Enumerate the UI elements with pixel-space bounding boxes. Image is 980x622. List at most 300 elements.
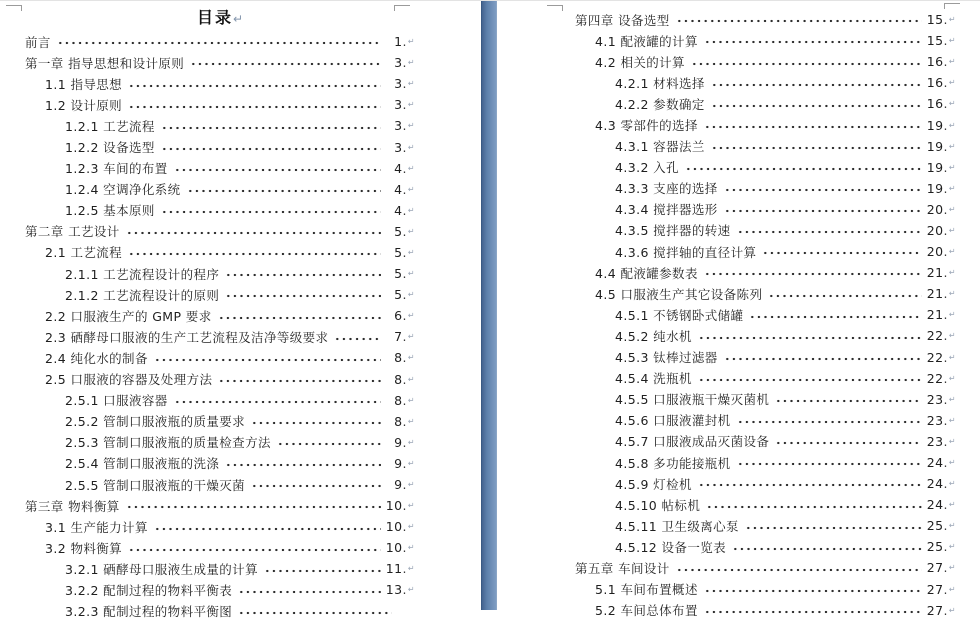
toc-entry-title: 2.5.4 管制口服液瓶的洗涤 bbox=[65, 456, 220, 472]
toc-entry-title: 4.3 零部件的选择 bbox=[595, 118, 698, 134]
paragraph-return-mark: ↵ bbox=[232, 12, 244, 26]
page-number-dot: . bbox=[402, 202, 407, 218]
dot-leader bbox=[218, 305, 381, 326]
toc-entry-title: 第一章 指导思想和设计原则 bbox=[25, 55, 185, 71]
toc-entry-title: 4.3.5 搅拌器的转速 bbox=[615, 223, 731, 239]
toc-entry-title: 3.1 生产能力计算 bbox=[45, 519, 148, 535]
paragraph-return-mark: ↵ bbox=[948, 542, 956, 552]
toc-entry-title: 1.2.1 工艺流程 bbox=[65, 118, 155, 134]
dot-leader bbox=[161, 200, 381, 221]
toc-entry[interactable] bbox=[25, 52, 415, 73]
dot-leader bbox=[128, 537, 380, 558]
toc-entry-title: 4.2.2 参数确定 bbox=[615, 96, 705, 112]
toc-entry-page-number: 8 bbox=[394, 392, 403, 408]
toc-entry[interactable] bbox=[25, 453, 415, 474]
dot-leader bbox=[691, 51, 922, 72]
toc-entry[interactable] bbox=[25, 558, 415, 579]
dot-leader bbox=[57, 31, 381, 52]
paragraph-return-mark: ↵ bbox=[407, 226, 415, 236]
dot-leader bbox=[161, 115, 381, 136]
toc-entry-title: 前言 bbox=[25, 34, 51, 50]
page-number-dot: . bbox=[943, 265, 948, 281]
paragraph-return-mark: ↵ bbox=[948, 563, 956, 573]
page-number-dot: . bbox=[943, 391, 948, 407]
dot-leader bbox=[238, 601, 392, 622]
page-number-dot: . bbox=[943, 159, 948, 175]
toc-entry-page-number: 10 bbox=[385, 498, 403, 514]
dot-leader bbox=[749, 304, 921, 325]
toc-entry-title: 4.3.4 搅拌器选形 bbox=[615, 202, 718, 218]
dot-leader bbox=[334, 326, 380, 347]
dot-leader bbox=[732, 536, 921, 557]
dot-leader bbox=[251, 474, 380, 495]
paragraph-return-mark: ↵ bbox=[948, 373, 956, 383]
toc-entry-title: 第三章 物料衡算 bbox=[25, 498, 120, 514]
page-number-dot: . bbox=[943, 307, 948, 323]
toc-entry[interactable] bbox=[575, 431, 956, 452]
paragraph-return-mark: ↵ bbox=[948, 436, 956, 446]
toc-entry-page-number: 21 bbox=[926, 286, 944, 302]
toc-entry-page-number: 20 bbox=[926, 244, 944, 260]
page-number-dot: . bbox=[943, 54, 948, 70]
toc-entry[interactable] bbox=[575, 136, 956, 157]
text-boundary-mark bbox=[6, 5, 22, 11]
dot-leader bbox=[698, 325, 922, 346]
toc-entry-page-number: 5 bbox=[394, 223, 403, 239]
toc-entry-page-number: 23 bbox=[926, 391, 944, 407]
paragraph-return-mark: ↵ bbox=[948, 162, 956, 172]
toc-entry[interactable] bbox=[575, 283, 956, 304]
dot-leader bbox=[711, 93, 922, 114]
paragraph-return-mark: ↵ bbox=[407, 142, 415, 152]
toc-entry-page-number: 19 bbox=[926, 159, 944, 175]
toc-entry-page-number: 8 bbox=[394, 413, 403, 429]
toc-entry-page-number: 3 bbox=[394, 55, 403, 71]
toc-list bbox=[575, 9, 956, 621]
page-number-dot: . bbox=[943, 433, 948, 449]
paragraph-return-mark: ↵ bbox=[407, 121, 415, 131]
toc-entry-page-number: 3 bbox=[394, 118, 403, 134]
page-number-dot: . bbox=[943, 497, 948, 513]
dot-leader bbox=[225, 453, 380, 474]
paragraph-return-mark: ↵ bbox=[407, 416, 415, 426]
page-number-dot: . bbox=[402, 477, 407, 493]
toc-list bbox=[25, 31, 415, 622]
page-number-dot: . bbox=[943, 201, 948, 217]
toc-entry[interactable] bbox=[25, 516, 415, 537]
paragraph-return-mark: ↵ bbox=[407, 480, 415, 490]
toc-entry[interactable] bbox=[575, 157, 956, 178]
dot-leader bbox=[174, 158, 381, 179]
toc-entry-page-number: 27 bbox=[926, 602, 944, 618]
toc-entry-title: 4.5.4 洗瓶机 bbox=[615, 371, 692, 387]
toc-entry-page-number: 15 bbox=[926, 33, 944, 49]
paragraph-return-mark: ↵ bbox=[948, 120, 956, 130]
page-number-dot: . bbox=[943, 455, 948, 471]
toc-entry-title: 4.3.6 搅拌轴的直径计算 bbox=[615, 244, 757, 260]
toc-entry-page-number: 27 bbox=[926, 581, 944, 597]
dot-leader bbox=[187, 179, 381, 200]
paragraph-return-mark: ↵ bbox=[407, 311, 415, 321]
text-boundary-mark bbox=[944, 3, 960, 9]
paragraph-return-mark: ↵ bbox=[948, 36, 956, 46]
toc-entry-title: 3.2.2 配制过程的物料平衡表 bbox=[65, 582, 233, 598]
page-number-dot: . bbox=[943, 476, 948, 492]
dot-leader bbox=[704, 114, 922, 135]
toc-entry-page-number: 16 bbox=[926, 75, 944, 91]
page-number-dot: . bbox=[402, 413, 407, 429]
toc-entry-page-number: 22 bbox=[926, 370, 944, 386]
toc-entry[interactable] bbox=[575, 262, 956, 283]
page-number-dot: . bbox=[402, 244, 407, 260]
toc-entry[interactable] bbox=[25, 305, 415, 326]
dot-leader bbox=[698, 473, 922, 494]
toc-entry[interactable] bbox=[575, 178, 956, 199]
dot-leader bbox=[174, 390, 381, 411]
toc-entry-page-number: 5 bbox=[394, 244, 403, 260]
dot-leader bbox=[768, 283, 921, 304]
toc-entry-page-number: 24 bbox=[926, 476, 944, 492]
dot-leader bbox=[724, 199, 922, 220]
toc-entry-page-number: 25 bbox=[926, 539, 944, 555]
toc-entry[interactable] bbox=[25, 31, 415, 52]
toc-entry-page-number: 8 bbox=[394, 350, 403, 366]
toc-entry-page-number: 8 bbox=[394, 371, 403, 387]
page-number-dot: . bbox=[943, 33, 948, 49]
toc-entry-title: 4.5.10 帖标机 bbox=[615, 497, 701, 513]
toc-entry[interactable] bbox=[25, 158, 415, 179]
page-number-dot: . bbox=[402, 266, 407, 282]
page-gap-band bbox=[481, 1, 497, 610]
toc-entry-page-number: 5 bbox=[394, 266, 403, 282]
toc-entry[interactable] bbox=[575, 325, 956, 346]
toc-entry-title: 4.4 配液罐参数表 bbox=[595, 265, 698, 281]
page-number-dot: . bbox=[402, 455, 407, 471]
paragraph-return-mark: ↵ bbox=[948, 458, 956, 468]
toc-entry-title: 第二章 工艺设计 bbox=[25, 224, 120, 240]
toc-entry[interactable] bbox=[25, 411, 415, 432]
toc-entry-page-number: 24 bbox=[926, 497, 944, 513]
toc-entry[interactable] bbox=[25, 347, 415, 368]
toc-entry-title: 2.3 硒酵母口服液的生产工艺流程及洁净等级要求 bbox=[45, 329, 329, 345]
page-number-dot: . bbox=[943, 412, 948, 428]
page-number-dot: . bbox=[943, 328, 948, 344]
toc-entry-title: 2.1.1 工艺流程设计的程序 bbox=[65, 266, 220, 282]
toc-entry-title: 2.5.2 管制口服液瓶的质量要求 bbox=[65, 414, 246, 430]
page-number-dot: . bbox=[402, 97, 407, 113]
paragraph-return-mark: ↵ bbox=[948, 247, 956, 257]
toc-entry-page-number: 10 bbox=[385, 540, 403, 556]
dot-leader bbox=[676, 557, 922, 578]
toc-entry-title: 4.5.9 灯检机 bbox=[615, 476, 692, 492]
page-number-dot: . bbox=[402, 34, 407, 50]
paragraph-return-mark: ↵ bbox=[407, 79, 415, 89]
toc-entry[interactable] bbox=[575, 600, 956, 621]
toc-entry-page-number: 19 bbox=[926, 180, 944, 196]
paragraph-return-mark: ↵ bbox=[948, 289, 956, 299]
toc-entry[interactable] bbox=[575, 304, 956, 325]
paragraph-return-mark: ↵ bbox=[407, 437, 415, 447]
toc-entry-title: 4.2.1 材料选择 bbox=[615, 75, 705, 91]
toc-entry-page-number: 21 bbox=[926, 307, 944, 323]
paragraph-return-mark: ↵ bbox=[948, 204, 956, 214]
paragraph-return-mark: ↵ bbox=[948, 352, 956, 362]
toc-entry[interactable] bbox=[25, 495, 415, 516]
page-number-dot: . bbox=[402, 308, 407, 324]
paragraph-return-mark: ↵ bbox=[407, 37, 415, 47]
toc-entry[interactable] bbox=[575, 536, 956, 557]
page-number-dot: . bbox=[402, 76, 407, 92]
toc-entry-page-number: 3 bbox=[394, 97, 403, 113]
toc-entry[interactable] bbox=[575, 452, 956, 473]
dot-leader bbox=[277, 432, 381, 453]
toc-entry-page-number: 19 bbox=[926, 138, 944, 154]
paragraph-return-mark: ↵ bbox=[407, 58, 415, 68]
paragraph-return-mark: ↵ bbox=[948, 605, 956, 615]
dot-leader bbox=[775, 389, 921, 410]
toc-entry-page-number: 3 bbox=[394, 76, 403, 92]
paragraph-return-mark: ↵ bbox=[407, 585, 415, 595]
toc-entry-page-number: 16 bbox=[926, 96, 944, 112]
paragraph-return-mark: ↵ bbox=[407, 163, 415, 173]
toc-entry[interactable] bbox=[575, 347, 956, 368]
toc-entry[interactable] bbox=[25, 221, 415, 242]
toc-entry-page-number: 9 bbox=[394, 434, 403, 450]
dot-leader bbox=[762, 241, 921, 262]
toc-entry[interactable] bbox=[25, 326, 415, 347]
toc-entry-title: 2.5 口服液的容器及处理方法 bbox=[45, 372, 213, 388]
toc-entry-page-number: 10 bbox=[385, 519, 403, 535]
toc-entry-title: 4.5.8 多功能接瓶机 bbox=[615, 455, 731, 471]
toc-entry[interactable] bbox=[575, 579, 956, 600]
toc-entry[interactable] bbox=[25, 263, 415, 284]
toc-entry-page-number: 21 bbox=[926, 265, 944, 281]
paragraph-return-mark: ↵ bbox=[407, 184, 415, 194]
toc-entry[interactable] bbox=[25, 284, 415, 305]
toc-entry-title: 1.2 设计原则 bbox=[45, 97, 123, 113]
toc-entry[interactable] bbox=[575, 114, 956, 135]
paragraph-return-mark: ↵ bbox=[948, 500, 956, 510]
toc-entry[interactable] bbox=[25, 369, 415, 390]
toc-entry[interactable] bbox=[575, 410, 956, 431]
paragraph-return-mark: ↵ bbox=[407, 269, 415, 279]
toc-entry[interactable] bbox=[25, 115, 415, 136]
paragraph-return-mark: ↵ bbox=[948, 331, 956, 341]
toc-entry-title: 2.5.5 管制口服液瓶的干燥灭菌 bbox=[65, 477, 246, 493]
toc-entry[interactable] bbox=[575, 389, 956, 410]
toc-entry-title: 3.2.3 配制过程的物料平衡图 bbox=[65, 604, 233, 620]
dot-leader bbox=[737, 452, 922, 473]
page-number-dot: . bbox=[943, 518, 948, 534]
toc-entry-page-number: 6 bbox=[394, 308, 403, 324]
page-number-dot: . bbox=[402, 329, 407, 345]
toc-entry[interactable] bbox=[25, 242, 415, 263]
toc-entry-page-number: 3 bbox=[394, 139, 403, 155]
paragraph-return-mark: ↵ bbox=[407, 374, 415, 384]
toc-entry-title: 4.5.6 口服液灌封机 bbox=[615, 413, 731, 429]
toc-title bbox=[25, 7, 415, 31]
toc-entry-title: 4.3.1 容器法兰 bbox=[615, 139, 705, 155]
dot-leader bbox=[698, 368, 922, 389]
paragraph-return-mark: ↵ bbox=[407, 247, 415, 257]
paragraph-return-mark: ↵ bbox=[948, 183, 956, 193]
dot-leader bbox=[704, 30, 922, 51]
text-boundary-mark bbox=[394, 5, 410, 11]
toc-entry-title: 3.2 物料衡算 bbox=[45, 540, 123, 556]
paragraph-return-mark: ↵ bbox=[948, 57, 956, 67]
toc-entry[interactable] bbox=[575, 199, 956, 220]
toc-entry[interactable] bbox=[575, 494, 956, 515]
page-number-dot: . bbox=[402, 181, 407, 197]
paragraph-return-mark: ↵ bbox=[407, 205, 415, 215]
toc-entry-title: 1.2.3 车间的布置 bbox=[65, 161, 168, 177]
paragraph-return-mark: ↵ bbox=[948, 310, 956, 320]
toc-entry-title: 2.5.3 管制口服液瓶的质量检查方法 bbox=[65, 435, 271, 451]
toc-entry-title: 4.5 口服液生产其它设备陈列 bbox=[595, 286, 763, 302]
dot-leader bbox=[128, 242, 380, 263]
dot-leader bbox=[724, 347, 922, 368]
toc-entry[interactable] bbox=[575, 220, 956, 241]
toc-entry[interactable] bbox=[25, 474, 415, 495]
toc-entry[interactable] bbox=[25, 579, 415, 600]
toc-entry[interactable] bbox=[25, 94, 415, 115]
page-number-dot: . bbox=[943, 138, 948, 154]
toc-entry-title: 5.2 车间总体布置 bbox=[595, 603, 698, 619]
toc-entry-page-number: 11 bbox=[385, 561, 403, 577]
dot-leader bbox=[264, 558, 381, 579]
toc-entry[interactable] bbox=[25, 179, 415, 200]
paragraph-return-mark: ↵ bbox=[948, 479, 956, 489]
page-number-dot: . bbox=[943, 75, 948, 91]
toc-entry-title: 4.5.12 设备一览表 bbox=[615, 539, 727, 555]
toc-entry-page-number: 16 bbox=[926, 54, 944, 70]
toc-entry[interactable] bbox=[575, 9, 956, 30]
paragraph-return-mark: ↵ bbox=[948, 78, 956, 88]
document-page-left[interactable] bbox=[0, 1, 481, 620]
toc-entry[interactable] bbox=[575, 72, 956, 93]
paragraph-return-mark: ↵ bbox=[948, 99, 956, 109]
paragraph-return-mark: ↵ bbox=[407, 395, 415, 405]
page-number-dot: . bbox=[943, 581, 948, 597]
page-number-dot: . bbox=[943, 602, 948, 618]
dot-leader bbox=[685, 157, 922, 178]
toc-entry-page-number: 19 bbox=[926, 117, 944, 133]
dot-leader bbox=[706, 494, 921, 515]
dot-leader bbox=[737, 220, 922, 241]
toc-entry-title: 1.2.4 空调净化系统 bbox=[65, 182, 181, 198]
toc-entry[interactable] bbox=[25, 136, 415, 157]
dot-leader bbox=[126, 495, 381, 516]
toc-entry-page-number: 4 bbox=[394, 202, 403, 218]
page-number-dot: . bbox=[402, 519, 407, 535]
toc-entry-title: 4.5.7 口服液成品灭菌设备 bbox=[615, 434, 770, 450]
toc-entry-title: 4.5.2 纯水机 bbox=[615, 328, 692, 344]
paragraph-return-mark: ↵ bbox=[407, 458, 415, 468]
paragraph-return-mark: ↵ bbox=[407, 543, 415, 553]
toc-entry[interactable] bbox=[25, 200, 415, 221]
toc-entry-title: 1.2.2 设备选型 bbox=[65, 140, 155, 156]
toc-entry-title: 2.4 纯化水的制备 bbox=[45, 350, 148, 366]
page-number-dot: . bbox=[943, 117, 948, 133]
dot-leader bbox=[190, 52, 380, 73]
dot-leader bbox=[676, 9, 922, 30]
toc-entry[interactable] bbox=[25, 601, 415, 622]
paragraph-return-mark: ↵ bbox=[407, 501, 415, 511]
toc-entry-page-number: 9 bbox=[394, 477, 403, 493]
page-number-dot: . bbox=[943, 560, 948, 576]
paragraph-return-mark: ↵ bbox=[948, 584, 956, 594]
toc-entry-page-number: 9 bbox=[394, 455, 403, 471]
toc-entry-title: 4.5.1 不锈钢卧式储罐 bbox=[615, 307, 744, 323]
page-number-dot: . bbox=[402, 540, 407, 556]
toc-entry[interactable] bbox=[25, 390, 415, 411]
toc-entry[interactable] bbox=[575, 51, 956, 72]
dot-leader bbox=[711, 136, 922, 157]
dot-leader bbox=[161, 136, 381, 157]
toc-entry-title: 第四章 设备选型 bbox=[575, 12, 670, 28]
toc-entry-page-number: 24 bbox=[926, 455, 944, 471]
toc-entry[interactable] bbox=[575, 368, 956, 389]
document-page-right[interactable] bbox=[497, 1, 980, 619]
page-number-dot: . bbox=[402, 434, 407, 450]
page-number-dot: . bbox=[943, 180, 948, 196]
toc-entry-page-number: 23 bbox=[926, 433, 944, 449]
dot-leader bbox=[238, 579, 380, 600]
toc-entry-page-number: 13 bbox=[385, 582, 403, 598]
page-number-dot: . bbox=[943, 539, 948, 555]
toc-entry-title: 4.5.3 钛棒过滤器 bbox=[615, 350, 718, 366]
dot-leader bbox=[704, 600, 922, 621]
paragraph-return-mark: ↵ bbox=[948, 15, 956, 25]
toc-entry[interactable] bbox=[25, 73, 415, 94]
toc-title-text: 目录 bbox=[196, 8, 233, 27]
page-number-dot: . bbox=[402, 561, 407, 577]
paragraph-return-mark: ↵ bbox=[407, 564, 415, 574]
toc-entry-page-number: 27 bbox=[926, 560, 944, 576]
toc-entry-page-number: 15 bbox=[926, 12, 944, 28]
toc-entry-title: 1.1 指导思想 bbox=[45, 76, 123, 92]
toc-entry-title: 4.3.3 支座的选择 bbox=[615, 181, 718, 197]
toc-entry[interactable] bbox=[25, 537, 415, 558]
page-number-dot: . bbox=[402, 223, 407, 239]
dot-leader bbox=[745, 515, 922, 536]
toc-entry-page-number: 7 bbox=[394, 329, 403, 345]
toc-entry[interactable] bbox=[575, 241, 956, 262]
toc-entry-page-number: 20 bbox=[926, 222, 944, 238]
toc-entry[interactable] bbox=[575, 557, 956, 578]
toc-entry-title: 4.5.5 口服液瓶干燥灭菌机 bbox=[615, 392, 770, 408]
toc-entry[interactable] bbox=[575, 93, 956, 114]
page-number-dot: . bbox=[402, 287, 407, 303]
toc-entry-page-number: 25 bbox=[926, 518, 944, 534]
toc-entry[interactable] bbox=[575, 515, 956, 536]
page-number-dot: . bbox=[402, 371, 407, 387]
dot-leader bbox=[128, 73, 380, 94]
toc-entry-title: 5.1 车间布置概述 bbox=[595, 582, 698, 598]
dot-leader bbox=[154, 516, 381, 537]
toc-entry[interactable] bbox=[25, 432, 415, 453]
toc-entry-page-number: 23 bbox=[926, 412, 944, 428]
page-number-dot: . bbox=[402, 118, 407, 134]
dot-leader bbox=[737, 410, 922, 431]
toc-entry-title: 4.1 配液罐的计算 bbox=[595, 33, 698, 49]
page-number-dot: . bbox=[943, 96, 948, 112]
page-number-dot: . bbox=[943, 286, 948, 302]
page-number-dot: . bbox=[402, 582, 407, 598]
toc-entry[interactable] bbox=[575, 30, 956, 51]
toc-entry[interactable] bbox=[575, 473, 956, 494]
page-number-dot: . bbox=[943, 244, 948, 260]
